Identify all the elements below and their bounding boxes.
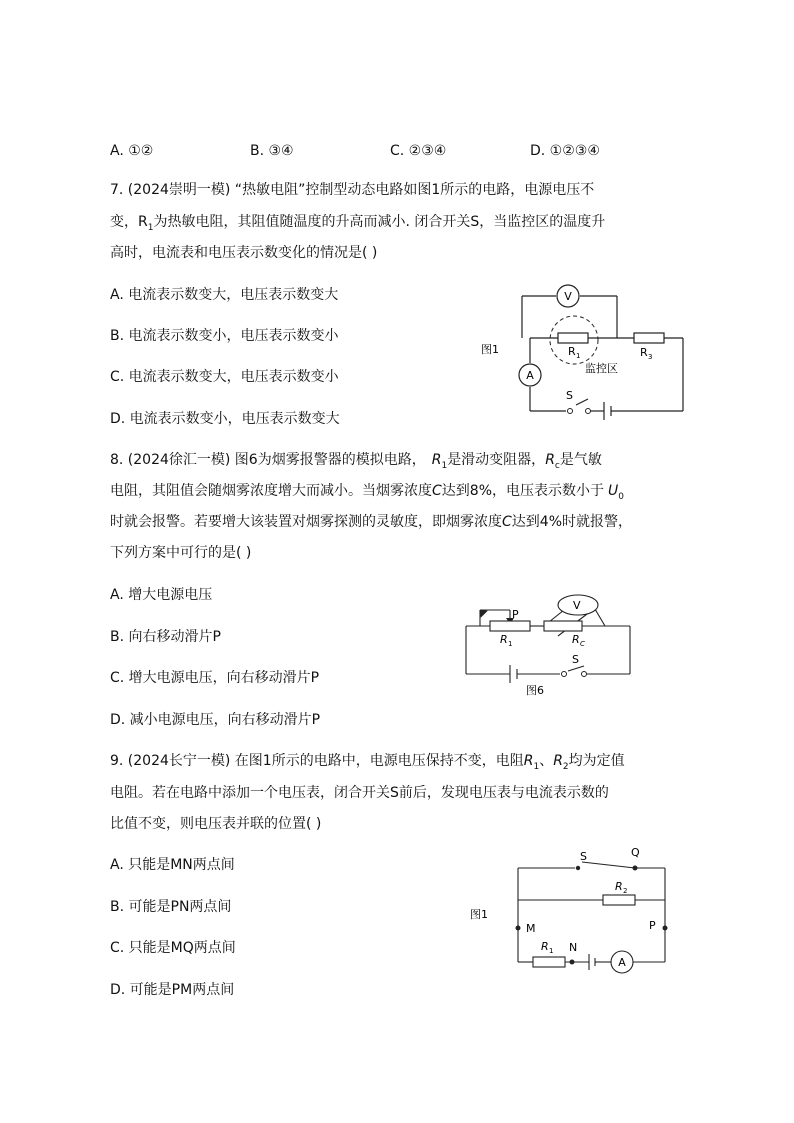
q9-r2-label-sub: 2 — [623, 887, 628, 895]
prev-option-b: B. ③④ — [250, 143, 294, 159]
q8-r1-label: R — [500, 633, 508, 646]
q8-stem-line2 — [110, 481, 624, 507]
q8-rc-subscript: c — [554, 460, 560, 471]
q8-option-a: A. 增大电源电压 — [110, 587, 213, 603]
q7-thermistor-r1 — [558, 333, 588, 343]
prev-option-a: A. ①② — [110, 143, 154, 159]
q7-stem-line2-rest: 为热敏电阻，其阻值随温度的升高而减小. 闭合开关S，当监控区的温度升 — [153, 214, 606, 230]
q9-r1-subscript: 1 — [533, 761, 540, 772]
q9-r1-symbol: R — [523, 753, 534, 769]
q8-stem-line2-start: 电阻，其阻值会随烟雾浓度增大而减小。当烟雾浓度 — [110, 483, 432, 499]
q8-stem-line3-start: 时就会报警。若要增大该装置对烟雾探测的灵敏度，即烟雾浓度 — [110, 514, 502, 530]
q9-circuit-figure — [465, 840, 675, 975]
q9-stem-line3: 比值不变，则电压表并联的位置( ) — [110, 816, 322, 832]
q7-zone-label: 监控区 — [585, 362, 618, 375]
q9-q-label: Q — [631, 846, 640, 859]
q7-option-d: D. 电流表示数变小，电压表示数变大 — [110, 411, 340, 427]
q9-s-label: S — [580, 850, 587, 863]
q9-option-d: D. 可能是PM两点间 — [110, 982, 235, 998]
q9-stem-line1-start: 9. (2024长宁一模) 在图1所示的电路中，电源电压保持不变，电阻 — [110, 753, 524, 769]
q9-r1-label-sub: 1 — [549, 947, 554, 955]
q8-gas-sensor-rc — [544, 621, 582, 631]
q9-resistor-r1 — [533, 957, 565, 967]
q8-option-b: B. 向右移动滑片P — [110, 629, 221, 645]
q7-r3-label: R — [640, 346, 648, 359]
q8-circuit-figure — [460, 590, 640, 705]
q8-rc-label: R — [572, 633, 580, 646]
q8-rheostat-r1 — [490, 621, 530, 631]
q9-r2-subscript: 2 — [562, 761, 569, 772]
q7-stem-line2 — [110, 212, 605, 238]
q7-option-a: A. 电流表示数变大，电压表示数变大 — [110, 287, 339, 303]
q9-a-label: A — [618, 956, 626, 969]
q9-stem-line1-end: 均为定值 — [568, 753, 625, 769]
q7-a-label: A — [526, 369, 534, 382]
q8-rc-label-sub: C — [580, 640, 585, 648]
q7-v-label: V — [564, 290, 572, 303]
q9-figure-caption: 图1 — [470, 908, 488, 921]
q9-resistor-r2 — [603, 895, 635, 905]
q9-separator: 、 — [539, 753, 554, 769]
q7-r1-label: R — [568, 345, 576, 358]
q8-option-c: C. 增大电源电压，向右移动滑片P — [110, 670, 320, 686]
q9-r1-label: R — [541, 940, 549, 953]
q8-r1-symbol: R — [431, 452, 442, 468]
q7-resistor-r3 — [634, 333, 664, 343]
q8-r1-subscript: 1 — [441, 460, 448, 471]
q7-stem-line3: 高时，电流表和电压表示数变化的情况是( ) — [110, 245, 378, 261]
q9-option-c: C. 只能是MQ两点间 — [110, 940, 236, 956]
q7-r3-label-sub: 3 — [648, 353, 653, 361]
q9-m-label: M — [526, 922, 536, 935]
q9-r2-symbol: R — [553, 753, 563, 769]
q8-stem-line3-end: 达到4%时就报警， — [511, 514, 632, 530]
q8-v-label: V — [573, 599, 581, 612]
q8-u0-symbol: U — [608, 483, 619, 499]
q8-c-symbol: C — [432, 483, 442, 499]
q8-s-label: S — [572, 653, 579, 666]
q8-stem-line4: 下列方案中可行的是( ) — [110, 545, 252, 561]
q9-option-b: B. 可能是PN两点间 — [110, 899, 232, 915]
q8-stem-line1-mid: 是滑动变阻器， — [447, 452, 546, 468]
q8-stem-line1-end: 是气敏 — [559, 452, 602, 468]
q7-stem-line1: 7. (2024崇明一模) “热敏电阻”控制型动态电路如图1所示的电路，电源电压不 — [110, 182, 595, 198]
q7-option-b: B. 电流表示数变小，电压表示数变小 — [110, 328, 339, 344]
q9-stem-line1 — [110, 751, 625, 777]
q8-stem-line3 — [110, 512, 632, 532]
q8-p-label: P — [512, 608, 519, 621]
q8-c-symbol-2: C — [502, 514, 512, 530]
q7-figure-caption: 图1 — [481, 343, 499, 356]
q8-figure-caption: 图6 — [526, 684, 544, 697]
q8-stem-line1-start: 8. (2024徐汇一模) 图6为烟雾报警器的模拟电路， — [110, 452, 426, 468]
q8-r1-label-sub: 1 — [508, 640, 513, 648]
q7-r1-symbol: 变，R — [110, 214, 148, 230]
q8-option-d: D. 减小电源电压，向右移动滑片P — [110, 712, 321, 728]
q9-n-label: N — [569, 941, 578, 954]
q7-s-label: S — [566, 389, 573, 402]
q8-rc-symbol: R — [545, 452, 555, 468]
q9-option-a: A. 只能是MN两点间 — [110, 857, 235, 873]
q9-p-label: P — [649, 919, 656, 932]
q7-circuit-figure — [470, 275, 700, 420]
q7-r1-label-sub: 1 — [576, 352, 581, 360]
q7-r1-subscript: 1 — [147, 222, 154, 233]
prev-option-c: C. ②③④ — [390, 143, 447, 159]
q8-stem-line1 — [110, 450, 602, 476]
q9-r2-label: R — [615, 880, 623, 893]
q8-u0-subscript: 0 — [618, 491, 624, 502]
q8-stem-line2-mid: 达到8%，电压表示数小于 — [441, 483, 604, 499]
q9-stem-line2: 电阻。若在电路中添加一个电压表，闭合开关S前后，发现电压表与电流表示数的 — [110, 785, 609, 801]
q7-option-c: C. 电流表示数变大，电压表示数变小 — [110, 369, 339, 385]
prev-option-d: D. ①②③④ — [530, 143, 600, 159]
